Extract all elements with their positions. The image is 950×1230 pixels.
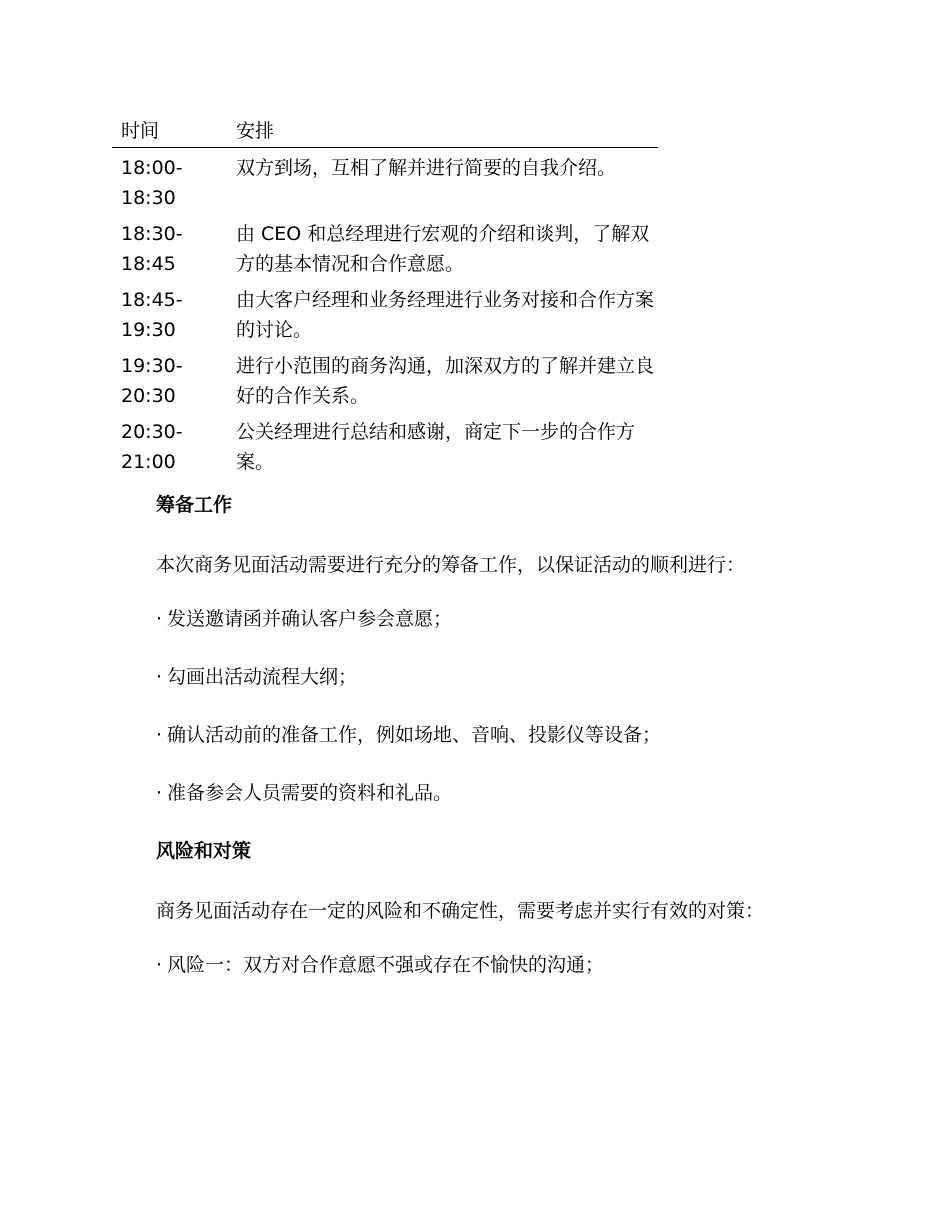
section-heading: 筹备工作 [156, 494, 233, 516]
bullet-item [112, 600, 812, 638]
bullet-text: 风险一：双方对合作意愿不强或存在不愉快的沟通； [167, 954, 605, 976]
schedule-header-row [112, 118, 658, 148]
bullet-text: 确认活动前的准备工作，例如场地、音响、投影仪等设备； [167, 724, 662, 746]
time-cell [112, 216, 227, 282]
time-cell [112, 414, 227, 480]
time-start: 18:00- [121, 157, 183, 179]
time-end: 18:30 [121, 187, 176, 209]
time-end: 21:00 [121, 451, 176, 473]
bullet-dot: · [156, 608, 163, 630]
bullet-dot: · [156, 666, 163, 688]
schedule-row [112, 282, 658, 348]
bullet-dot: · [156, 782, 163, 804]
schedule-row [112, 216, 658, 282]
plan-cell: 由 CEO 和总经理进行宏观的介绍和谈判，了解双方的基本情况和合作意愿。 [236, 223, 650, 275]
preparation-section [112, 486, 812, 812]
risks-section [112, 832, 812, 984]
time-start: 18:30- [121, 223, 183, 245]
section-intro: 本次商务见面活动需要进行充分的筹备工作，以保证活动的顺利进行： [156, 554, 746, 576]
bullet-text: 勾画出活动流程大纲； [167, 666, 358, 688]
plan-cell: 公关经理进行总结和感谢，商定下一步的合作方案。 [236, 421, 636, 473]
bullet-item [112, 946, 812, 984]
time-start: 20:30- [121, 421, 183, 443]
time-column-header: 时间 [112, 118, 227, 148]
time-end: 18:45 [121, 253, 176, 275]
plan-cell: 由大客户经理和业务经理进行业务对接和合作方案的讨论。 [236, 289, 655, 341]
bullet-dot: · [156, 954, 163, 976]
bullet-item [112, 774, 812, 812]
bullet-item [112, 658, 812, 696]
time-end: 19:30 [121, 319, 176, 341]
time-cell [112, 148, 227, 217]
bullet-dot: · [156, 724, 163, 746]
schedule-table [112, 118, 658, 480]
bullet-item [112, 716, 812, 754]
time-end: 20:30 [121, 385, 176, 407]
document-body [112, 486, 812, 1004]
time-cell [112, 348, 227, 414]
plan-cell: 双方到场，互相了解并进行简要的自我介绍。 [236, 157, 617, 179]
plan-column-header: 安排 [227, 118, 658, 148]
plan-cell: 进行小范围的商务沟通，加深双方的了解并建立良好的合作关系。 [236, 355, 655, 407]
section-heading: 风险和对策 [156, 840, 252, 862]
bullet-text: 发送邀请函并确认客户参会意愿； [167, 608, 453, 630]
time-start: 19:30- [121, 355, 183, 377]
bullet-text: 准备参会人员需要的资料和礼品。 [167, 782, 453, 804]
schedule-row [112, 148, 658, 217]
schedule-row [112, 348, 658, 414]
time-start: 18:45- [121, 289, 183, 311]
section-intro: 商务见面活动存在一定的风险和不确定性，需要考虑并实行有效的对策： [156, 900, 765, 922]
schedule-row [112, 414, 658, 480]
time-cell [112, 282, 227, 348]
